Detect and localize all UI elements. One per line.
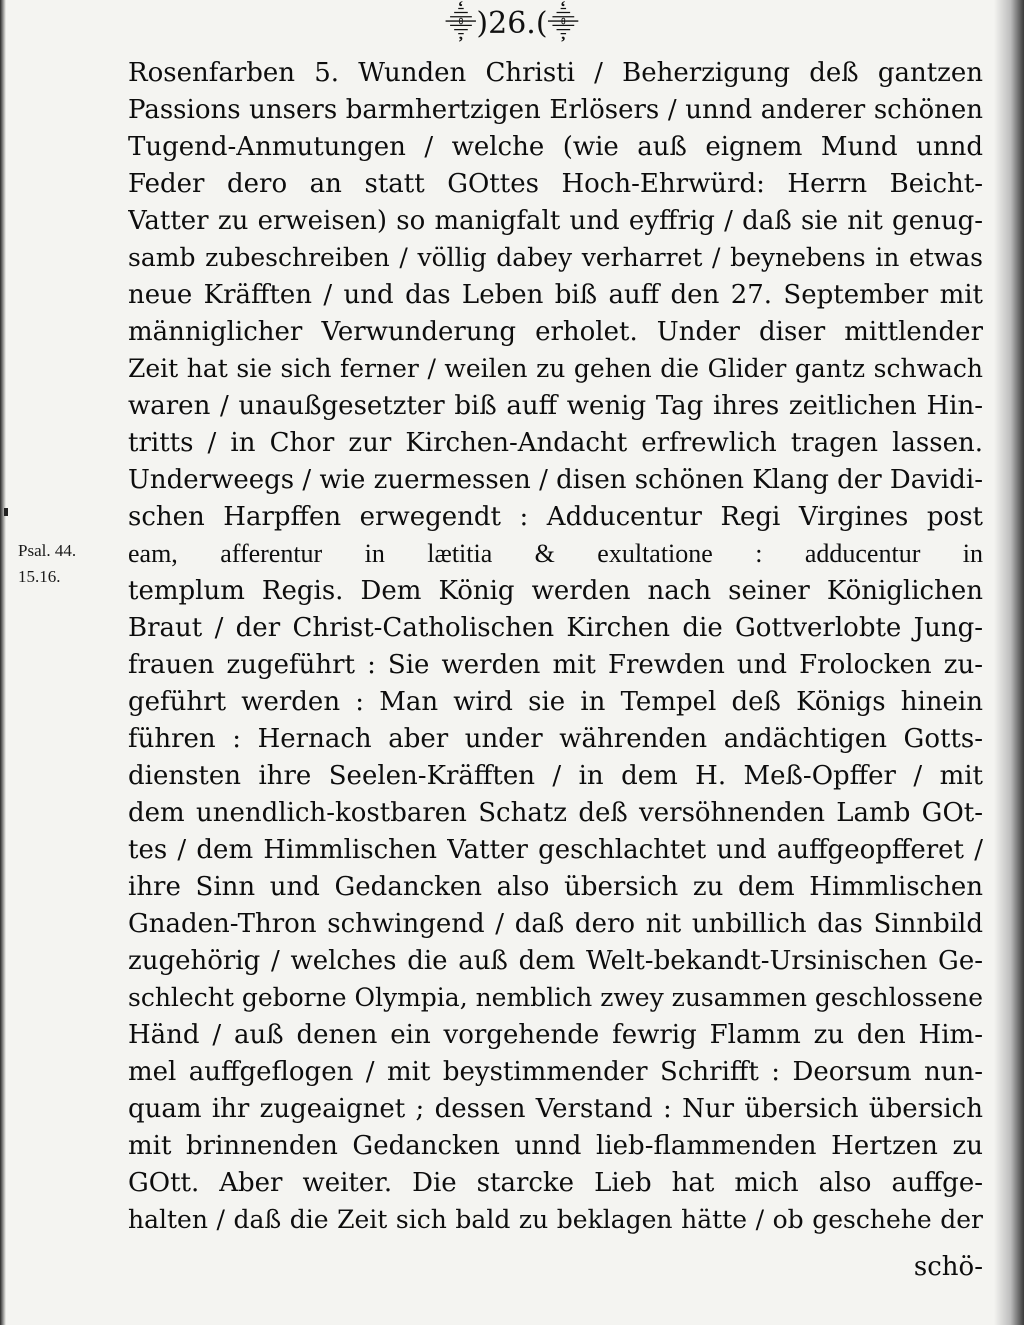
text-line: führen : Hernach aber under währenden andächtigen Gotts- [128, 724, 983, 754]
text-line: Vatter zu erweisen) so manigfalt und eyffrig / daß sie nit genug- [128, 206, 983, 236]
catchword: schö- [913, 1252, 983, 1282]
text-line: Händ / auß denen ein vorgehende fewrig Flamm zu den Him- [128, 1020, 983, 1050]
text-line: mit brinnenden Gedancken unnd lieb-flammenden Hertzen zu [128, 1131, 983, 1161]
text-line: Tugend-Anmutungen / welche (wie auß eignem Mund unnd [128, 132, 983, 162]
text-line: schen Harpffen erwegendt : Adducentur Regi Virgines post [128, 502, 983, 532]
text-line: templum Regis. Dem König werden nach seiner Königlichen [128, 576, 983, 606]
text-line: quam ihr zugeaignet ; dessen Verstand : Nur übersich übersich [128, 1094, 983, 1124]
margin-note-verse: 15.16. [18, 567, 61, 586]
text-line: tritts / in Chor zur Kirchen-Andacht erfrewlich tragen lassen. [128, 428, 983, 458]
page-left-edge-shadow [0, 0, 6, 1325]
text-line: Gnaden-Thron schwingend / daß dero nit unbillich das Sinnbild [128, 909, 983, 939]
text-line-latin: eam, afferentur in lætitia & exultatione : adducentur in [128, 539, 983, 568]
text-line: Rosenfarben 5. Wunden Christi / Beherzigung deß gantzen [128, 58, 983, 88]
text-line: ihre Sinn und Gedancken also übersich zu dem Himmlischen [128, 872, 983, 902]
text-line: Braut / der Christ-Catholischen Kirchen die Gottverlobte Jung- [128, 613, 983, 643]
margin-note-psalm: Psal. 44. [18, 541, 77, 560]
text-line: diensten ihre Seelen-Kräfften / in dem H. Meß-Opffer / mit [128, 761, 983, 791]
text-line: halten / daß die Zeit sich bald zu beklagen hätte / ob geschehe der [128, 1205, 983, 1234]
text-line: Underweegs / wie zuermessen / disen schönen Klang der Davidi- [128, 465, 983, 495]
text-line: waren / unaußgesetzter biß auff wenig Tag ihres zeitlichen Hin- [128, 391, 983, 421]
page-right-edge-shadow [994, 0, 1024, 1325]
text-line: geführt werden : Man wird sie in Tempel deß Königs hinein [128, 687, 983, 717]
text-line: mel auffgeflogen / mit beystimmender Schrifft : Deorsum nun- [128, 1057, 983, 1087]
text-line: tes / dem Himmlischen Vatter geschlachtet und auffgeopfferet / [128, 835, 983, 865]
text-line: GOtt. Aber weiter. Die starcke Lieb hat mich also auffge- [128, 1168, 983, 1198]
text-line: schlecht geborne Olympia, nemblich zwey zusammen geschlossene [128, 983, 983, 1012]
text-line: Passions unsers barmhertzigen Erlösers / unnd anderer schönen [128, 95, 983, 125]
text-line: frauen zugeführt : Sie werden mit Frewden und Frolocken zu- [128, 650, 983, 680]
page-header: ⸎)26.(⸎ [445, 6, 579, 41]
text-line: dem unendlich-kostbaren Schatz deß versöhnenden Lamb GOt- [128, 798, 983, 828]
text-line: männiglicher Verwunderung erholet. Under diser mittlender [128, 317, 983, 347]
text-line: Zeit hat sie sich ferner / weilen zu gehen die Glider gantz schwach [128, 354, 983, 383]
text-line: zugehörig / welches die auß dem Welt-bekandt-Ursinischen Ge- [128, 946, 983, 976]
text-line: samb zubeschreiben / völlig dabey verharret / beynebens in etwas [128, 243, 983, 272]
text-line: Feder dero an statt GOttes Hoch-Ehrwürd: Herrn Beicht- [128, 169, 983, 199]
margin-mark [4, 508, 8, 516]
text-line: neue Kräfften / und das Leben biß auff den 27. September mit [128, 280, 983, 310]
